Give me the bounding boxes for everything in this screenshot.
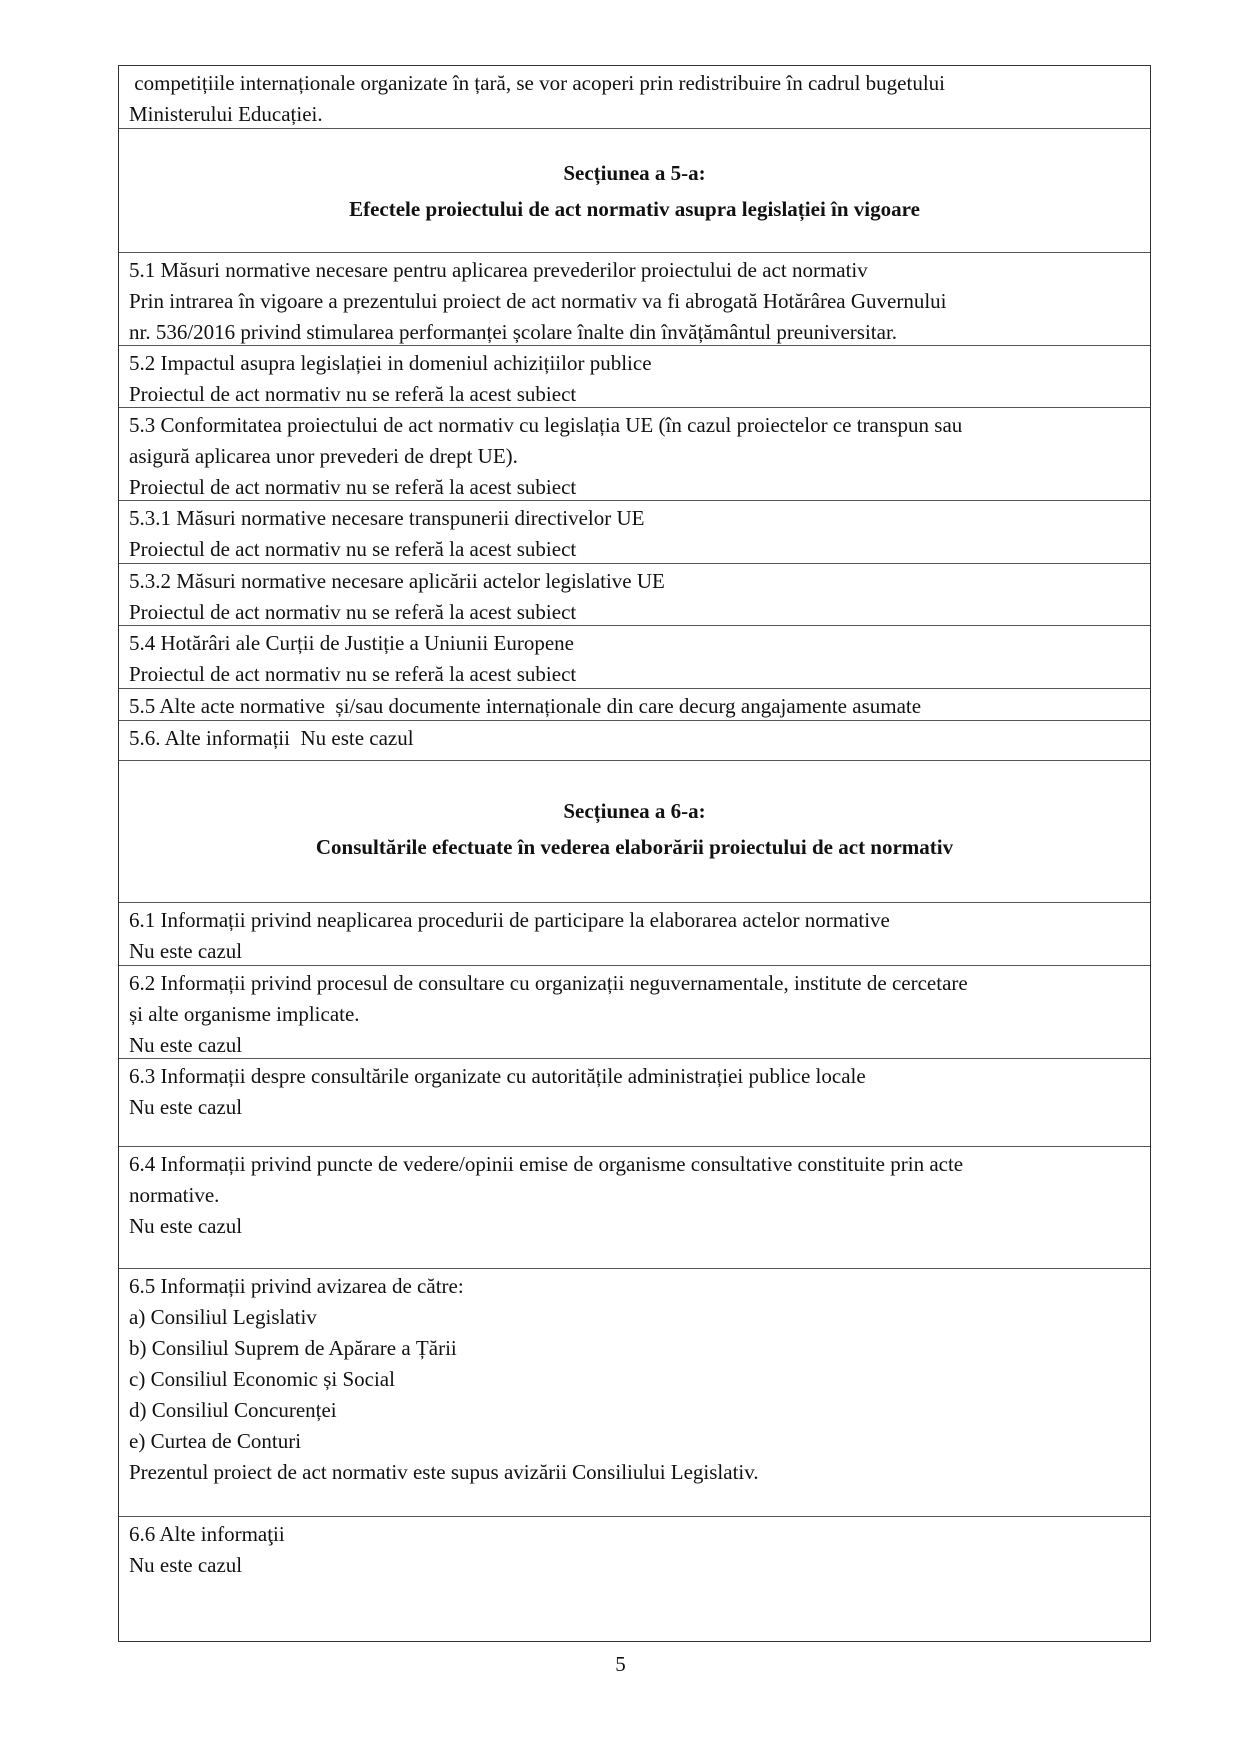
row-title: 5.2 Impactul asupra legislației in domeniul achizițiilor publice	[129, 351, 652, 375]
row-5-5	[119, 689, 1150, 721]
row-text: Proiectul de act normativ nu se referă la acest subiect	[129, 662, 577, 686]
row-6-2	[119, 966, 1150, 1059]
row-5-1	[119, 253, 1150, 346]
row-5-2	[119, 346, 1150, 408]
row-text: Nu este cazul	[129, 1095, 243, 1119]
row-text: Nu este cazul	[129, 1553, 243, 1577]
row-5-3-2	[119, 564, 1150, 626]
text-line: Ministerului Educației.	[129, 102, 323, 126]
row-text: Nu este cazul	[129, 939, 243, 963]
row-title: 6.6 Alte informaţii	[129, 1522, 285, 1546]
row-title: 6.5 Informații privind avizarea de către:	[129, 1274, 464, 1298]
row-6-1	[119, 903, 1150, 966]
section-6-heading: Secțiunea a 6-a:	[563, 799, 706, 823]
row-text: nr. 536/2016 privind stimularea performanței școlare înalte din învățământul preuniversitar.	[129, 320, 898, 344]
row-text: Prin intrarea în vigoare a prezentului proiect de act normativ va fi abrogată Hotărârea Guvernului	[129, 289, 947, 313]
row-text: Proiectul de act normativ nu se referă la acest subiect	[129, 537, 577, 561]
row-text: Proiectul de act normativ nu se referă la acest subiect	[129, 600, 577, 624]
row-title: 5.3.2 Măsuri normative necesare aplicării actelor legislative UE	[129, 569, 665, 593]
row-title: 6.2 Informații privind procesul de consultare cu organizații neguvernamentale, institute de cercetare	[129, 971, 968, 995]
list-item: b) Consiliul Suprem de Apărare a Țării	[129, 1336, 457, 1360]
row-6-4	[119, 1147, 1150, 1269]
row-title: normative.	[129, 1183, 220, 1207]
list-item: a) Consiliul Legislativ	[129, 1305, 317, 1329]
section-6-title: Consultările efectuate în vederea elaborării proiectului de act normativ	[315, 835, 954, 859]
section-5-heading-row	[119, 129, 1150, 253]
row-text: Nu este cazul	[129, 1033, 243, 1057]
text-line: competițiile internaționale organizate în țară, se vor acoperi prin redistribuire în cadrul bugetului	[129, 71, 945, 95]
row-title: 5.1 Măsuri normative necesare pentru aplicarea prevederilor proiectului de act normativ	[129, 258, 868, 282]
document-table	[118, 65, 1151, 1642]
row-6-6	[119, 1517, 1150, 1641]
list-item: d) Consiliul Concurenței	[129, 1398, 337, 1422]
row-title: asigură aplicarea unor prevederi de drept UE).	[129, 444, 518, 468]
row-text: Prezentul proiect de act normativ este supus avizării Consiliului Legislativ.	[129, 1460, 759, 1484]
row-text: Nu este cazul	[129, 1214, 243, 1238]
row-5-4	[119, 626, 1150, 689]
section-5-title: Efectele proiectului de act normativ asupra legislației în vigoare	[349, 197, 920, 221]
row-6-3	[119, 1059, 1150, 1147]
row-title: 6.4 Informații privind puncte de vedere/opinii emise de organisme consultative constituite prin acte	[129, 1152, 964, 1176]
list-item: e) Curtea de Conturi	[129, 1429, 302, 1453]
row-title: 5.3 Conformitatea proiectului de act normativ cu legislația UE (în cazul proiectelor ce transpun sau	[129, 413, 963, 437]
section-6-heading-row	[119, 761, 1150, 903]
row-6-5	[119, 1269, 1150, 1517]
row-title: 5.6. Alte informații Nu este cazul	[129, 726, 414, 750]
row-title: 6.1 Informații privind neaplicarea procedurii de participare la elaborarea actelor normative	[129, 908, 890, 932]
row-text: Proiectul de act normativ nu se referă la acest subiect	[129, 382, 577, 406]
row-title: 5.3.1 Măsuri normative necesare transpunerii directivelor UE	[129, 506, 645, 530]
row-title: 6.3 Informații despre consultările organizate cu autoritățile administrației publice locale	[129, 1064, 866, 1088]
section-5-heading: Secțiunea a 5-a:	[563, 161, 706, 185]
continuation-row	[119, 66, 1150, 129]
page-number: 5	[615, 1652, 626, 1676]
list-item: c) Consiliul Economic și Social	[129, 1367, 395, 1391]
row-text: Proiectul de act normativ nu se referă la acest subiect	[129, 475, 577, 499]
row-5-3	[119, 408, 1150, 501]
row-5-3-1	[119, 501, 1150, 564]
row-title: 5.4 Hotărâri ale Curții de Justiție a Uniunii Europene	[129, 631, 574, 655]
row-title: și alte organisme implicate.	[129, 1002, 360, 1026]
row-5-6	[119, 721, 1150, 761]
row-title: 5.5 Alte acte normative și/sau documente internaționale din care decurg angajamente asumate	[129, 694, 922, 718]
